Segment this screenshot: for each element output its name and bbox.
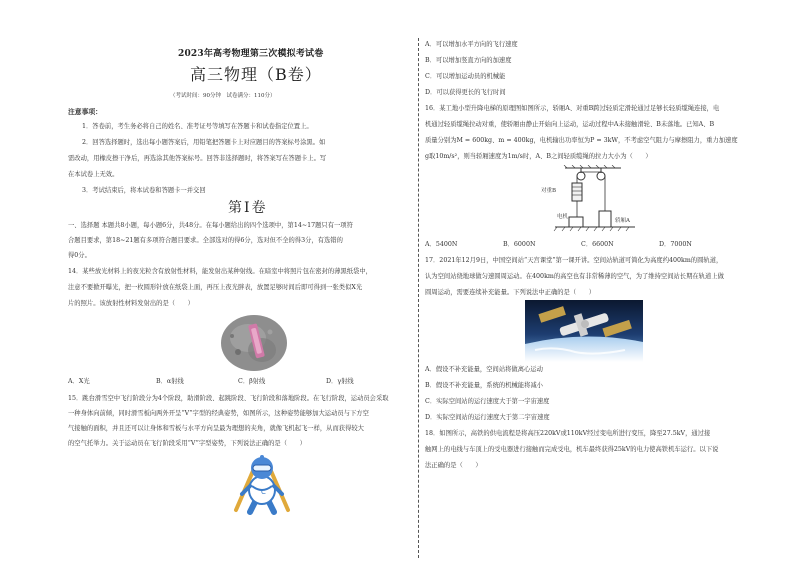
left-column [68, 0, 410, 562]
q16-line: 机通过轻质缆绳拉动对重，使轿厢由静止开始向上运动，运动过程中A未接触滑轮、B未落地。已知A、B [425, 121, 715, 128]
q16-line: 质量分别为M = 600kg、m = 400kg，电机输出功率恒为P = 3kW，不考虑空气阻力与摩擦阻力，重力加速度 [425, 137, 738, 144]
q15-line: 的空气托举力。关于运动员在飞行阶段采用“V”字型姿势，下列说法正确的是（ ） [68, 440, 306, 447]
q16-option-d: D．7000N [659, 241, 692, 248]
q14-line: 14．某些放光材料上的夜光粒含有放射性材料，能发射出某种射线。在暗室中将照片包在密封的薄黑纸袋中， [68, 268, 372, 275]
elevator-diagram [535, 165, 645, 237]
notice-line: 1．答卷前，考生务必将自己的姓名、准考证号等填写在答题卡和试卷指定位置上。 [82, 123, 313, 130]
q14-option-a: A．X光 [68, 378, 90, 385]
q14-line: 片的照片。该放射性材料发射出的是（ ） [68, 300, 194, 307]
q18-line: 触网上的电线与车顶上的受电器进行接触而完成受电，机车最终获得25kV的电力使高铁机车运行。以下说 [425, 446, 719, 453]
q14-option-c: C．β射线 [238, 378, 266, 385]
notice-line: 在本试卷上无效。 [68, 171, 119, 178]
q17-line: 认为空间站绕地球做匀速圆周运动。在400km的高空也有非常稀薄的空气，为了维持空间站长期在轨道上做 [425, 273, 724, 280]
notice-line: 需改动，用橡皮擦干净后，再选涂其他答案标号。回答非选择题时，将答案写在答题卡上。写 [68, 155, 327, 162]
part-one-title: 第Ⅰ卷 [228, 200, 268, 216]
q15-option-d: D．可以获得更长的飞行时间 [425, 89, 506, 96]
q16-option-b: B．6000N [503, 241, 536, 248]
q14-line: 注意不要掀开曝光，把一枚圆形针放在纸袋上面，再压上夜光胖表，放置足够时间后即可得到一张类似X光 [68, 284, 363, 291]
section-intro-line: 合题目要求，第18~21题有多项符合题目要求。全部选对的得6分，选对但不全的得3分，有选错的 [68, 237, 343, 244]
exam-time-info: （考试时间：90分钟 试卷满分：110分） [170, 93, 276, 99]
q17-line: 圆周运动，需要连续补充能量。下列说法中正确的是（ ） [425, 289, 596, 296]
q18-line: 18．如图所示，高铁的供电流程是将高压220kV或110kV经过变电所进行变压，降至27.5kV，通过接 [425, 430, 711, 437]
notice-heading: 注意事项： [68, 108, 102, 116]
q15-line: 一种身体向前倾，同时滑雪板向两外开呈“V”字型的经典姿势，如图所示，这种姿势能够加大运动员与下方空 [68, 410, 369, 417]
q17-option-c: C．实际空间站的运行速度大于第一宇宙速度 [425, 398, 550, 405]
svg-text:C: C [261, 488, 266, 496]
column-divider [418, 38, 419, 558]
q16-option-c: C．6600N [581, 241, 614, 248]
motor-label: 电机 [557, 214, 569, 220]
cab-label: 轿厢A [615, 218, 630, 224]
notice-line: 2．回答选择题时，选出每小题答案后，用铅笔把答题卡上对应题目的答案标号涂黑。如 [82, 139, 326, 146]
q17-option-a: A．假设不补充能量，空间站将做离心运动 [425, 366, 543, 373]
q16-line: g取10m/s²，则当轿厢速度为1m/s时，A、B之间轻质缆绳的拉力大小为（ ） [425, 153, 652, 160]
right-column [425, 0, 738, 562]
exam-title: 2023年高考物理第三次模拟考试卷 [178, 49, 324, 59]
q15-option-c: C．可以增加运动员的机械能 [425, 73, 506, 80]
q16-line: 16．某工地小型升降电梯的原理图如图所示，轿厢A、对重B跨过轻质定滑轮通过足够长轻质缆绳连接，电 [425, 105, 720, 112]
section-intro-line: 得0分。 [68, 252, 91, 259]
main-title: 高三物理（B卷） [190, 65, 322, 84]
q16-option-a: A．5400N [425, 241, 458, 248]
q17-option-d: D．实际空间站的运行速度大于第二宇宙速度 [425, 414, 550, 421]
q15-option-b: B．可以增加竖直方向的加速度 [425, 57, 512, 64]
notice-line: 3．考试结束后，将本试卷和答题卡一并交回 [82, 187, 206, 194]
q14-option-d: D．γ射线 [326, 378, 354, 385]
q17-option-b: B．假设不补充能量，系统的机械能将减小 [425, 382, 543, 389]
space-station-photo [525, 300, 643, 362]
q18-line: 法正确的是（ ） [425, 462, 482, 469]
q15-option-a: A．可以增加水平方向的飞行速度 [425, 41, 518, 48]
ski-jumper-illustration [228, 448, 296, 520]
q15-line: 15．跳台滑雪空中飞行阶段分为4个阶段，助滑阶段、起跳阶段、飞行阶段和落地阶段。在飞行阶段，运动员会采取 [68, 395, 389, 402]
radiograph-image [218, 314, 290, 372]
q15-line: 气接触的面积，并且还可以让身体和雪板与水平方向呈最为理想的夹角，就像飞机起飞一样，从而获得较大 [68, 425, 364, 432]
counterweight-label: 对重B [541, 188, 557, 194]
q14-option-b: B．α射线 [156, 378, 184, 385]
section-intro-line: 一、选择题 本题共8小题，每小题6分，共48分。在每小题给出的四个选项中，第14~17题只有一项符 [68, 222, 353, 229]
q17-line: 17．2021年12月9日，中国空间站“天宫课堂”第一课开讲。空间站轨道可简化为高度约400km的圆轨道， [425, 257, 723, 264]
